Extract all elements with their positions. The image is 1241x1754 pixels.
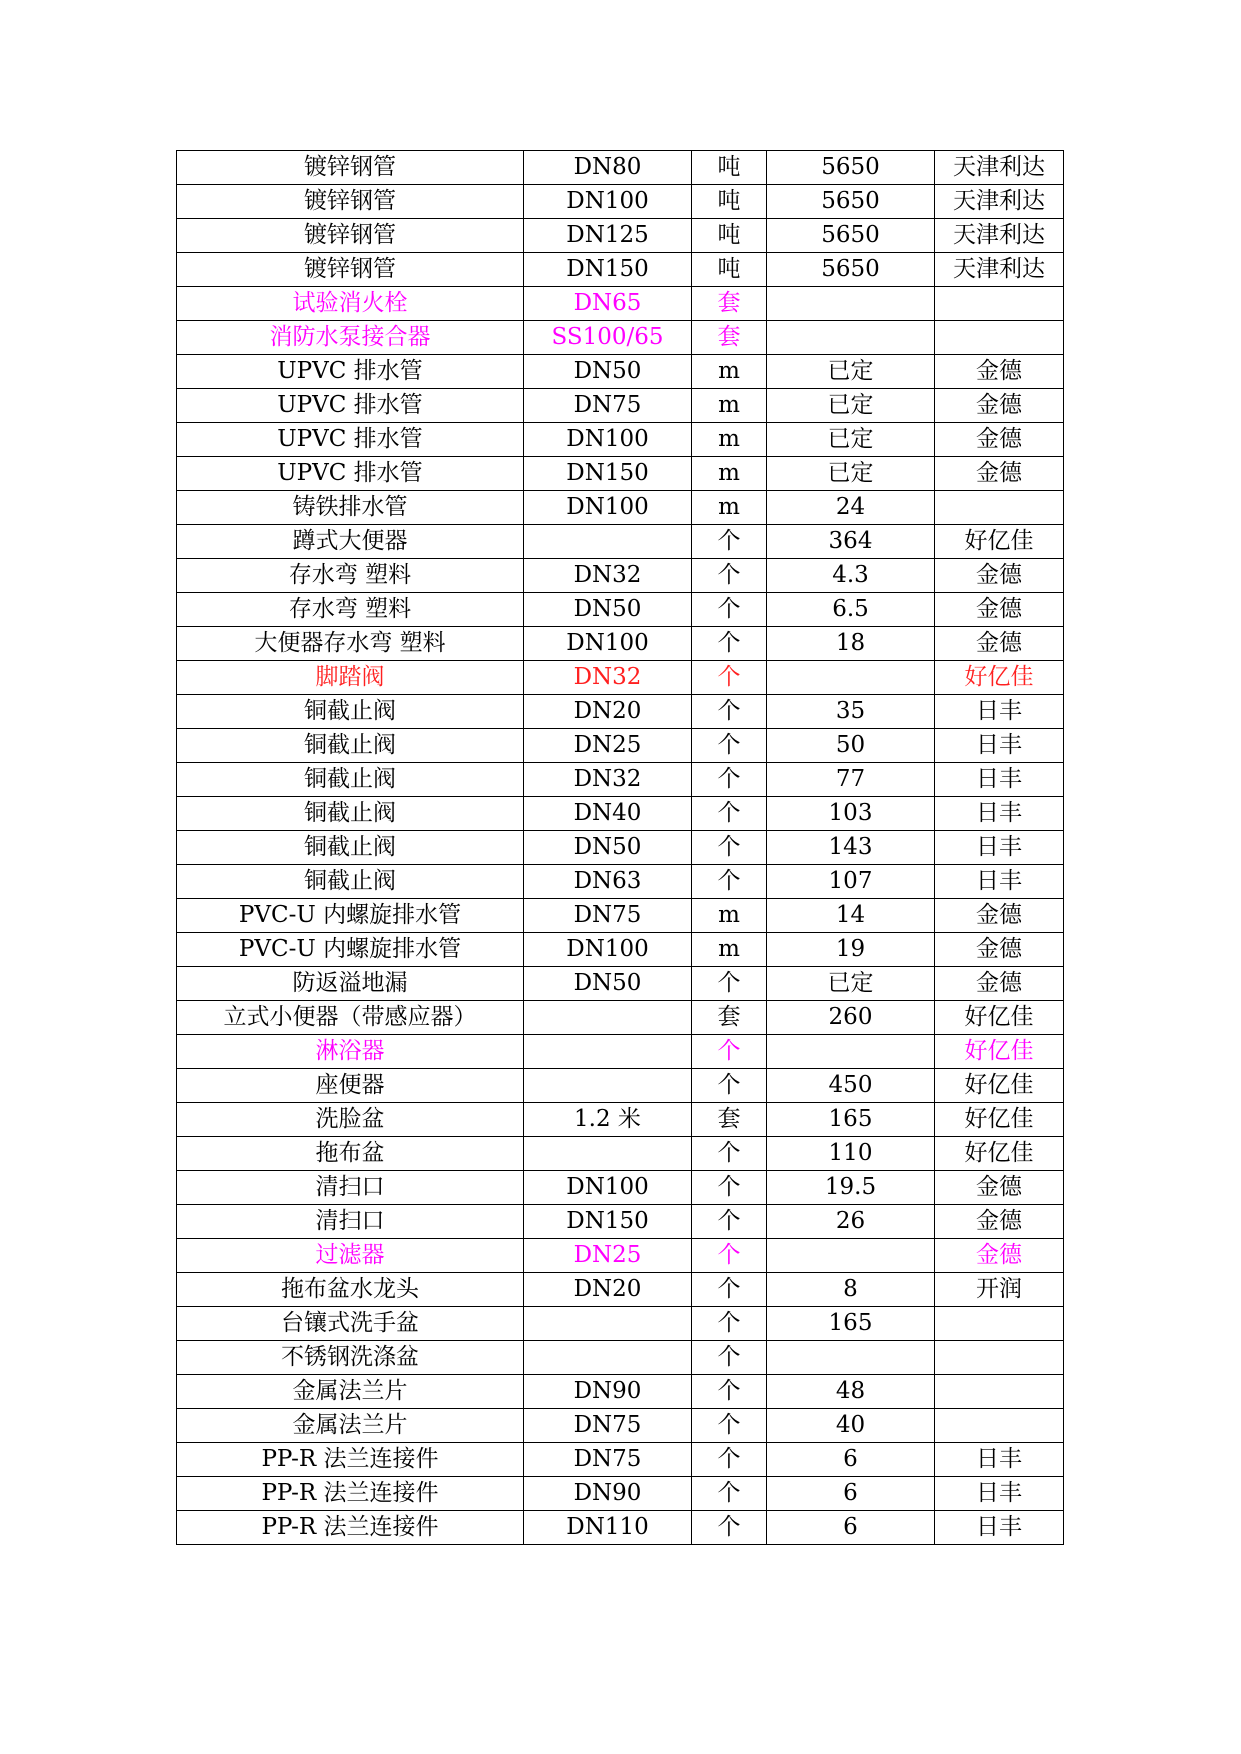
- item-name-cell: 拖布盆: [177, 1137, 524, 1171]
- table-row: [177, 1477, 1064, 1511]
- spec-cell: DN65: [524, 287, 692, 321]
- price-cell: [767, 1341, 935, 1375]
- item-name-cell: UPVC 排水管: [177, 457, 524, 491]
- item-name-cell: 镀锌钢管: [177, 151, 524, 185]
- unit-cell: 个: [692, 525, 767, 559]
- table-row: [177, 1069, 1064, 1103]
- table-row: [177, 185, 1064, 219]
- unit-cell: m: [692, 423, 767, 457]
- unit-cell: 个: [692, 831, 767, 865]
- price-cell: 48: [767, 1375, 935, 1409]
- price-cell: 107: [767, 865, 935, 899]
- brand-cell: [935, 1375, 1064, 1409]
- item-name-cell: 镀锌钢管: [177, 185, 524, 219]
- item-name-cell: 铜截止阀: [177, 797, 524, 831]
- price-cell: 6.5: [767, 593, 935, 627]
- item-name-cell: 不锈钢洗涤盆: [177, 1341, 524, 1375]
- spec-cell: DN75: [524, 899, 692, 933]
- spec-cell: DN125: [524, 219, 692, 253]
- table-row: [177, 797, 1064, 831]
- spec-cell: DN150: [524, 1205, 692, 1239]
- brand-cell: 天津利达: [935, 151, 1064, 185]
- price-cell: [767, 321, 935, 355]
- table-row: [177, 967, 1064, 1001]
- brand-cell: 日丰: [935, 831, 1064, 865]
- table-row: [177, 627, 1064, 661]
- item-name-cell: 洗脸盆: [177, 1103, 524, 1137]
- table-row: [177, 1443, 1064, 1477]
- table-row: [177, 1273, 1064, 1307]
- price-cell: 8: [767, 1273, 935, 1307]
- spec-cell: [524, 1001, 692, 1035]
- spec-cell: DN100: [524, 423, 692, 457]
- item-name-cell: 立式小便器（带感应器）: [177, 1001, 524, 1035]
- brand-cell: 金德: [935, 1239, 1064, 1273]
- item-name-cell: 铸铁排水管: [177, 491, 524, 525]
- item-name-cell: 淋浴器: [177, 1035, 524, 1069]
- price-cell: [767, 1035, 935, 1069]
- spec-cell: DN50: [524, 967, 692, 1001]
- price-cell: 6: [767, 1443, 935, 1477]
- price-cell: 103: [767, 797, 935, 831]
- price-cell: 19: [767, 933, 935, 967]
- unit-cell: m: [692, 491, 767, 525]
- price-cell: 77: [767, 763, 935, 797]
- spec-cell: DN90: [524, 1375, 692, 1409]
- brand-cell: 金德: [935, 899, 1064, 933]
- price-cell: 165: [767, 1307, 935, 1341]
- spec-cell: DN100: [524, 627, 692, 661]
- brand-cell: 日丰: [935, 729, 1064, 763]
- table-row: [177, 899, 1064, 933]
- table-row: [177, 355, 1064, 389]
- unit-cell: 个: [692, 1035, 767, 1069]
- unit-cell: 套: [692, 321, 767, 355]
- price-cell: 5650: [767, 151, 935, 185]
- table-row: [177, 287, 1064, 321]
- brand-cell: 开润: [935, 1273, 1064, 1307]
- price-cell: 18: [767, 627, 935, 661]
- item-name-cell: 台镶式洗手盆: [177, 1307, 524, 1341]
- price-cell: 165: [767, 1103, 935, 1137]
- unit-cell: 个: [692, 695, 767, 729]
- item-name-cell: PP-R 法兰连接件: [177, 1477, 524, 1511]
- unit-cell: 个: [692, 1375, 767, 1409]
- table-row: [177, 219, 1064, 253]
- spec-cell: DN32: [524, 763, 692, 797]
- brand-cell: [935, 1409, 1064, 1443]
- unit-cell: 个: [692, 865, 767, 899]
- brand-cell: 日丰: [935, 1511, 1064, 1545]
- brand-cell: 金德: [935, 593, 1064, 627]
- brand-cell: 好亿佳: [935, 1035, 1064, 1069]
- price-cell: 已定: [767, 967, 935, 1001]
- unit-cell: 个: [692, 1477, 767, 1511]
- spec-cell: DN100: [524, 1171, 692, 1205]
- table-row: [177, 457, 1064, 491]
- price-cell: 已定: [767, 389, 935, 423]
- spec-cell: [524, 1035, 692, 1069]
- unit-cell: 个: [692, 1273, 767, 1307]
- unit-cell: 个: [692, 1171, 767, 1205]
- brand-cell: 天津利达: [935, 219, 1064, 253]
- item-name-cell: 拖布盆水龙头: [177, 1273, 524, 1307]
- spec-cell: [524, 1307, 692, 1341]
- table-row: [177, 763, 1064, 797]
- item-name-cell: 大便器存水弯 塑料: [177, 627, 524, 661]
- unit-cell: 吨: [692, 219, 767, 253]
- price-cell: [767, 661, 935, 695]
- table-row: [177, 1511, 1064, 1545]
- price-cell: 260: [767, 1001, 935, 1035]
- item-name-cell: 脚踏阀: [177, 661, 524, 695]
- unit-cell: 吨: [692, 151, 767, 185]
- table-row: [177, 1103, 1064, 1137]
- brand-cell: 金德: [935, 423, 1064, 457]
- unit-cell: 个: [692, 763, 767, 797]
- unit-cell: 个: [692, 1341, 767, 1375]
- spec-cell: DN75: [524, 1443, 692, 1477]
- unit-cell: m: [692, 355, 767, 389]
- table-row: [177, 559, 1064, 593]
- unit-cell: 套: [692, 1103, 767, 1137]
- spec-cell: DN20: [524, 1273, 692, 1307]
- brand-cell: [935, 1307, 1064, 1341]
- item-name-cell: 金属法兰片: [177, 1409, 524, 1443]
- spec-cell: DN50: [524, 831, 692, 865]
- price-cell: 110: [767, 1137, 935, 1171]
- item-name-cell: UPVC 排水管: [177, 423, 524, 457]
- item-name-cell: 试验消火栓: [177, 287, 524, 321]
- item-name-cell: 金属法兰片: [177, 1375, 524, 1409]
- price-cell: 364: [767, 525, 935, 559]
- unit-cell: 吨: [692, 253, 767, 287]
- item-name-cell: 存水弯 塑料: [177, 559, 524, 593]
- unit-cell: 个: [692, 1137, 767, 1171]
- spec-cell: [524, 1069, 692, 1103]
- brand-cell: 好亿佳: [935, 1103, 1064, 1137]
- table-row: [177, 321, 1064, 355]
- item-name-cell: 存水弯 塑料: [177, 593, 524, 627]
- item-name-cell: PP-R 法兰连接件: [177, 1511, 524, 1545]
- item-name-cell: 铜截止阀: [177, 831, 524, 865]
- unit-cell: 个: [692, 1443, 767, 1477]
- brand-cell: [935, 491, 1064, 525]
- item-name-cell: 清扫口: [177, 1171, 524, 1205]
- item-name-cell: 镀锌钢管: [177, 219, 524, 253]
- price-cell: 已定: [767, 457, 935, 491]
- table-row: [177, 933, 1064, 967]
- price-cell: 24: [767, 491, 935, 525]
- unit-cell: m: [692, 933, 767, 967]
- materials-table: [176, 150, 1064, 1545]
- unit-cell: 个: [692, 1409, 767, 1443]
- brand-cell: [935, 1341, 1064, 1375]
- spec-cell: [524, 1341, 692, 1375]
- brand-cell: 金德: [935, 457, 1064, 491]
- brand-cell: 金德: [935, 627, 1064, 661]
- brand-cell: 金德: [935, 967, 1064, 1001]
- item-name-cell: 防返溢地漏: [177, 967, 524, 1001]
- table-row: [177, 1307, 1064, 1341]
- brand-cell: 日丰: [935, 1477, 1064, 1511]
- unit-cell: 个: [692, 593, 767, 627]
- brand-cell: 日丰: [935, 1443, 1064, 1477]
- brand-cell: 金德: [935, 1171, 1064, 1205]
- unit-cell: 个: [692, 627, 767, 661]
- table-row: [177, 1205, 1064, 1239]
- unit-cell: 个: [692, 559, 767, 593]
- brand-cell: 天津利达: [935, 185, 1064, 219]
- item-name-cell: UPVC 排水管: [177, 389, 524, 423]
- table-row: [177, 661, 1064, 695]
- table-row: [177, 253, 1064, 287]
- brand-cell: [935, 321, 1064, 355]
- table-row: [177, 865, 1064, 899]
- table-row: [177, 1171, 1064, 1205]
- item-name-cell: 铜截止阀: [177, 763, 524, 797]
- spec-cell: [524, 525, 692, 559]
- unit-cell: 个: [692, 1239, 767, 1273]
- spec-cell: DN100: [524, 491, 692, 525]
- table-row: [177, 1035, 1064, 1069]
- price-cell: 5650: [767, 219, 935, 253]
- spec-cell: 1.2 米: [524, 1103, 692, 1137]
- table-row: [177, 729, 1064, 763]
- table-row: [177, 593, 1064, 627]
- table-row: [177, 389, 1064, 423]
- table-row: [177, 1239, 1064, 1273]
- brand-cell: 金德: [935, 933, 1064, 967]
- price-cell: 6: [767, 1477, 935, 1511]
- unit-cell: 套: [692, 287, 767, 321]
- spec-cell: DN32: [524, 559, 692, 593]
- spec-cell: DN25: [524, 1239, 692, 1273]
- price-cell: 4.3: [767, 559, 935, 593]
- brand-cell: 金德: [935, 559, 1064, 593]
- item-name-cell: PVC-U 内螺旋排水管: [177, 899, 524, 933]
- spec-cell: DN63: [524, 865, 692, 899]
- table-row: [177, 151, 1064, 185]
- brand-cell: 金德: [935, 389, 1064, 423]
- price-cell: 26: [767, 1205, 935, 1239]
- brand-cell: 好亿佳: [935, 1001, 1064, 1035]
- table-row: [177, 423, 1064, 457]
- brand-cell: 好亿佳: [935, 1137, 1064, 1171]
- item-name-cell: 过滤器: [177, 1239, 524, 1273]
- table-row: [177, 1001, 1064, 1035]
- unit-cell: 个: [692, 1511, 767, 1545]
- unit-cell: 个: [692, 1307, 767, 1341]
- spec-cell: DN150: [524, 457, 692, 491]
- item-name-cell: 消防水泵接合器: [177, 321, 524, 355]
- price-cell: 已定: [767, 423, 935, 457]
- unit-cell: m: [692, 457, 767, 491]
- spec-cell: DN90: [524, 1477, 692, 1511]
- table-row: [177, 1341, 1064, 1375]
- brand-cell: 金德: [935, 355, 1064, 389]
- spec-cell: DN50: [524, 355, 692, 389]
- brand-cell: 日丰: [935, 763, 1064, 797]
- brand-cell: 金德: [935, 1205, 1064, 1239]
- price-cell: 5650: [767, 185, 935, 219]
- unit-cell: 个: [692, 967, 767, 1001]
- price-cell: 50: [767, 729, 935, 763]
- item-name-cell: 座便器: [177, 1069, 524, 1103]
- spec-cell: DN75: [524, 389, 692, 423]
- spec-cell: DN75: [524, 1409, 692, 1443]
- price-cell: [767, 1239, 935, 1273]
- table-row: [177, 1137, 1064, 1171]
- spec-cell: DN100: [524, 933, 692, 967]
- price-cell: 450: [767, 1069, 935, 1103]
- table-row: [177, 1375, 1064, 1409]
- table-row: [177, 1409, 1064, 1443]
- unit-cell: 个: [692, 1069, 767, 1103]
- spec-cell: SS100/65: [524, 321, 692, 355]
- item-name-cell: PP-R 法兰连接件: [177, 1443, 524, 1477]
- table-row: [177, 831, 1064, 865]
- table-row: [177, 525, 1064, 559]
- price-cell: 19.5: [767, 1171, 935, 1205]
- unit-cell: 个: [692, 729, 767, 763]
- item-name-cell: 蹲式大便器: [177, 525, 524, 559]
- table-row: [177, 491, 1064, 525]
- spec-cell: DN40: [524, 797, 692, 831]
- spec-cell: [524, 1137, 692, 1171]
- unit-cell: m: [692, 899, 767, 933]
- brand-cell: 天津利达: [935, 253, 1064, 287]
- spec-cell: DN150: [524, 253, 692, 287]
- brand-cell: 好亿佳: [935, 1069, 1064, 1103]
- item-name-cell: UPVC 排水管: [177, 355, 524, 389]
- price-cell: 40: [767, 1409, 935, 1443]
- item-name-cell: 铜截止阀: [177, 729, 524, 763]
- spec-cell: DN100: [524, 185, 692, 219]
- item-name-cell: 镀锌钢管: [177, 253, 524, 287]
- unit-cell: m: [692, 389, 767, 423]
- item-name-cell: 铜截止阀: [177, 865, 524, 899]
- item-name-cell: PVC-U 内螺旋排水管: [177, 933, 524, 967]
- price-cell: [767, 287, 935, 321]
- table-row: [177, 695, 1064, 729]
- price-cell: 143: [767, 831, 935, 865]
- spec-cell: DN50: [524, 593, 692, 627]
- materials-table-body: [177, 151, 1064, 1545]
- item-name-cell: 清扫口: [177, 1205, 524, 1239]
- price-cell: 35: [767, 695, 935, 729]
- spec-cell: DN80: [524, 151, 692, 185]
- spec-cell: DN110: [524, 1511, 692, 1545]
- spec-cell: DN20: [524, 695, 692, 729]
- unit-cell: 个: [692, 1205, 767, 1239]
- spec-cell: DN32: [524, 661, 692, 695]
- price-cell: 5650: [767, 253, 935, 287]
- price-cell: 14: [767, 899, 935, 933]
- unit-cell: 套: [692, 1001, 767, 1035]
- brand-cell: [935, 287, 1064, 321]
- unit-cell: 吨: [692, 185, 767, 219]
- price-cell: 已定: [767, 355, 935, 389]
- unit-cell: 个: [692, 797, 767, 831]
- brand-cell: 日丰: [935, 865, 1064, 899]
- spec-cell: DN25: [524, 729, 692, 763]
- unit-cell: 个: [692, 661, 767, 695]
- brand-cell: 日丰: [935, 797, 1064, 831]
- brand-cell: 好亿佳: [935, 525, 1064, 559]
- price-cell: 6: [767, 1511, 935, 1545]
- item-name-cell: 铜截止阀: [177, 695, 524, 729]
- brand-cell: 日丰: [935, 695, 1064, 729]
- brand-cell: 好亿佳: [935, 661, 1064, 695]
